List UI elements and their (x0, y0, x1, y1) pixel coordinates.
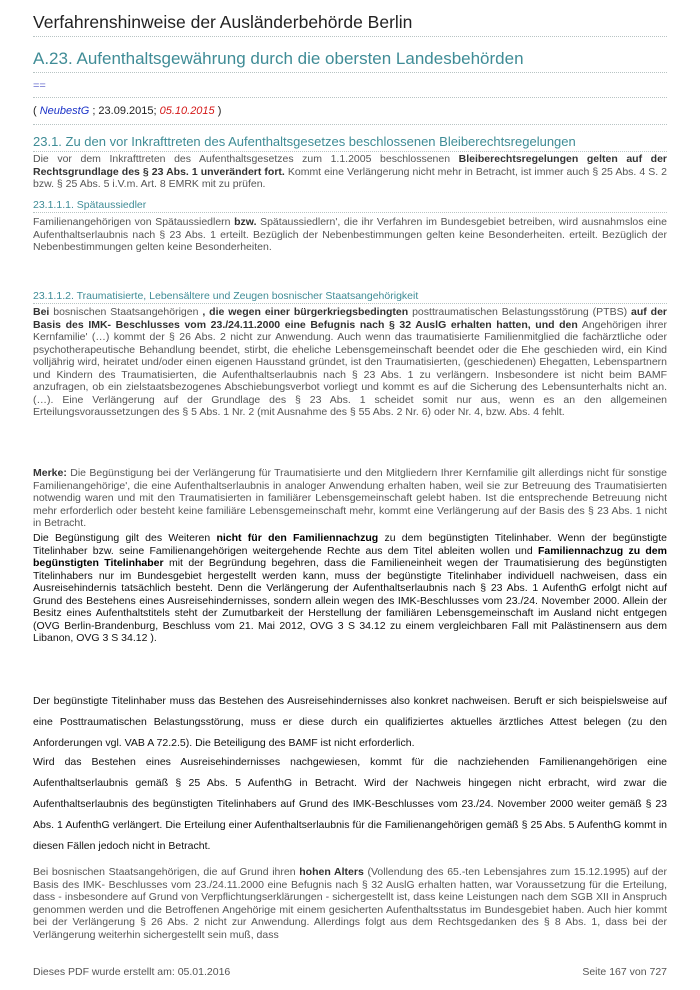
divider (33, 151, 667, 152)
paragraph-bleiberecht: Die vor dem Inkrafttreten des Aufenthaltsgesetzes zum 1.1.2005 beschlossenen Bleiberechtsregelungen gelten auf der Rechtsgrundlage des § 23 Abs. 1 unverändert fort. Kommt eine Verlängerung nicht mehr in Betracht, ist immer auch § 25 Abs. 4 S. 2 bzw. § 25 Abs. 5 i.V.m. Art. 8 EMRK mit zu prüfen. (33, 153, 668, 190)
paragraph-ausreisehindernis: Wird das Bestehen eines Ausreisehindernisses nachgewiesen, kommt für die nachziehenden Familienangehörigen eine Aufenthaltserlaubnis gemäß § 25 Abs. 5 AufenthG in Betracht. Wird der Nachweis hingegen nicht erbracht, wird zwar die Aufenthaltserlaubnis des begünstigten Titelinhabers auf Grund des IMK-Beschlusses vom 23./24. November 2000 weiter gemäß § 23 Abs. 1 AufenthG verlängert. Die Erteilung einer Aufenthaltserlaubnis für die Familienangehörigen gemäß § 25 Abs. 5 AufenthG kommt in diesen Fällen jedoch nicht in Betracht. (33, 756, 667, 852)
footer-page-number: Seite 167 von 727 (582, 966, 667, 978)
meta-source-link[interactable]: NeubestG (39, 105, 90, 117)
equals-marker: == (33, 80, 46, 92)
meta-date: 05.10.2015 (159, 105, 215, 117)
divider (33, 124, 667, 125)
paragraph-familiennachzug: Die Begünstigung gilt des Weiteren nicht für den Familiennachzug zu dem begünstigten Titelinhaber. Wenn der begünstigte Titelinhaber bzw. seine Familienangehörigen weitergehende Rechte aus dem Titel ableiten wollen und Familiennachzug zu dem begünstigten Titelinhaber mit der Begründung begehren, dass die Familieneinheit wegen der Traumatisierung des begünstigten Titelinhabers nur im Bundesgebiet hergestellt werden kann, muss der begünstigte Titelinhaber individuell nachweisen, dass ein Ausreisehindernis tatsächlich besteht. Denn die Verlängerung der Aufenthaltserlaubnis nach § 23 Abs. 1 AufenthG erfolgt nicht auf Grund des Bestehens eines Ausreisehindernisses, sondern allein wegen des IMK-Beschlusses vom 23./24. November 2000. Allein der Besitz eines Aufenthaltstitels steht der Zumutbarkeit der Herstellung der familiären Lebensgemeinschaft im Ausland nicht entgegen (OVG Berlin-Brandenburg, Beschluss vom 21. Mai 2012, OVG 3 S 34.12 zu einem vergleichbaren Fall mit Palästinensern aus dem Libanon, OVG 3 S 34.12 ). (33, 532, 667, 644)
section-heading-traumatisierte: 23.1.1.2. Traumatisierte, Lebensältere und Zeugen bosnischer Staatsangehörigkeit (33, 290, 419, 302)
page-heading: A.23. Aufenthaltsgewährung durch die obersten Landesbehörden (33, 49, 524, 68)
paragraph-spaetaussiedler: Familienangehörigen von Spätaussiedlern bzw. Spätaussiedlern', die ihr Verfahren im Bundesgebiet betreiben, wird ausnahmslos eine Aufenthaltserlaubnis nach § 23 Abs. 1 erteilt. Bezüglich der Nebenbestimmungen gelten keine Besonderheiten. erteilt. Bezüglich der Nebenbestimmungen gelten keine Besonderheiten. (33, 216, 667, 253)
divider (33, 72, 667, 73)
meta-close: ) (214, 105, 222, 117)
section-heading-23-1: 23.1. Zu den vor Inkrafttreten des Aufenthaltsgesetzes beschlossenen Bleiberechtsregelungen (33, 134, 576, 149)
divider (33, 212, 667, 213)
divider (33, 36, 667, 37)
divider (33, 303, 667, 304)
footer-created-date: Dieses PDF wurde erstellt am: 05.01.2016 (33, 966, 231, 978)
meta-separator: ; 23.09.2015; (89, 105, 160, 117)
divider (33, 97, 667, 98)
meta-open: ( (33, 105, 40, 117)
paragraph-merke: Merke: Die Begünstigung bei der Verlängerung für Traumatisierte und den Mitgliedern Ihrer Kernfamilie gilt allerdings nicht für sonstige Familienangehörige', die eine Aufenthaltserlaubnis in analoger Anwendung erhalten haben, weil sie zur Betreuung des Traumatisierten notwendig waren und mit den Traumatisierten in familiärer Lebensgemeinschaft gelebt haben. Ist die entsprechende Betreuung nicht mehr erforderlich oder besteht keine familiäre Lebensgemeinschaft mehr, kommt eine Verlängerung auf der Basis des § 23 Abs. 1 nicht in Betracht. (33, 467, 667, 529)
paragraph-nachweis: Der begünstigte Titelinhaber muss das Bestehen des Ausreisehindernisses also konkret nachweisen. Beruft er sich beispielsweise auf eine Posttraumatischen Belastungsstörung, muss er diese durch ein qualifiziertes aktuelles ärztliches Attest belegen (zu den Anforderungen vgl. VAB A 72.2.5). Die Beteiligung des BAMF ist nicht erforderlich. (33, 695, 667, 749)
paragraph-hohes-alter: Bei bosnischen Staatsangehörigen, die auf Grund ihren hohen Alters (Vollendung des 65.-ten Lebensjahres zum 15.12.1995) auf der Basis des IMK- Beschlusses vom 23./24.11.2000 eine Befugnis nach § 32 AuslG erhalten hatten, war Voraussetzung für die Erteilung, dass - insbesondere auf Grund von Verpflichtungserklärungen - sichergestellt ist, dass keine Leistungen nach dem SGB XII in Anspruch genommen werden und die Betroffenen Angehörige mit einem gesicherten Aufenthaltsstatus im Bundesgebiet haben. Auch hier kommt bei der Verlängerung § 26 Abs. 2 nicht zur Anwendung. Allerdings folgt aus dem Rechtsgedanken des § 8 Abs. 1, dass bei der Verlängerung weiterhin sichergestellt sein muß, dass (33, 866, 667, 941)
site-title: Verfahrenshinweise der Ausländerbehörde Berlin (33, 12, 413, 32)
change-meta (33, 105, 221, 117)
paragraph-traumatisierte: Bei bosnischen Staatsangehörigen , die wegen einer bürgerkriegsbedingten posttraumatischen Belastungsstörung (PTBS) auf der Basis des IMK- Beschlusses vom 23./24.11.2000 eine Befugnis nach § 32 AuslG erhalten hatten, und den Angehörigen ihrer Kernfamilie' (…) kommt der § 26 Abs. 2 nicht zur Anwendung. Auch wenn das traumatisierte Familienmitglied die fachärztliche oder psychotherapeutische Behandlung beendet, stirbt, die eheliche Lebensgemeinschaft beendet oder die Ehe geschieden wird, ein Kind volljährig wird, heiratet und/oder einen eigenen Hausstand gründet, ist den Traumatisierten, (geschiedenen) Ehegatten, Lebenspartnern und Kindern des Traumatisierten, die Aufenthaltserlaubnis nach § 23 Abs. 1 zu verlängern. Insbesondere ist nicht beim BAMF anzufragen, ob ein zielstaatsbezogenes Abschiebungsverbot vorliegt und kommt es auf die Sicherung des Lebensunterhalts nicht an. (…). Eine Verlängerung auf der Grundlage des § 23 Abs. 1 scheidet somit nur aus, wenn es an den allgemeinen Erteilungsvoraussetzungen des § 5 Abs. 1 Nr. 2 (mit Ausnahme des § 55 Abs. 2 Nr. 6) oder Nr. 4, bzw. Abs. 4 fehlt. (33, 306, 667, 418)
section-heading-spaetaussiedler: 23.1.1.1. Spätaussiedler (33, 199, 147, 211)
